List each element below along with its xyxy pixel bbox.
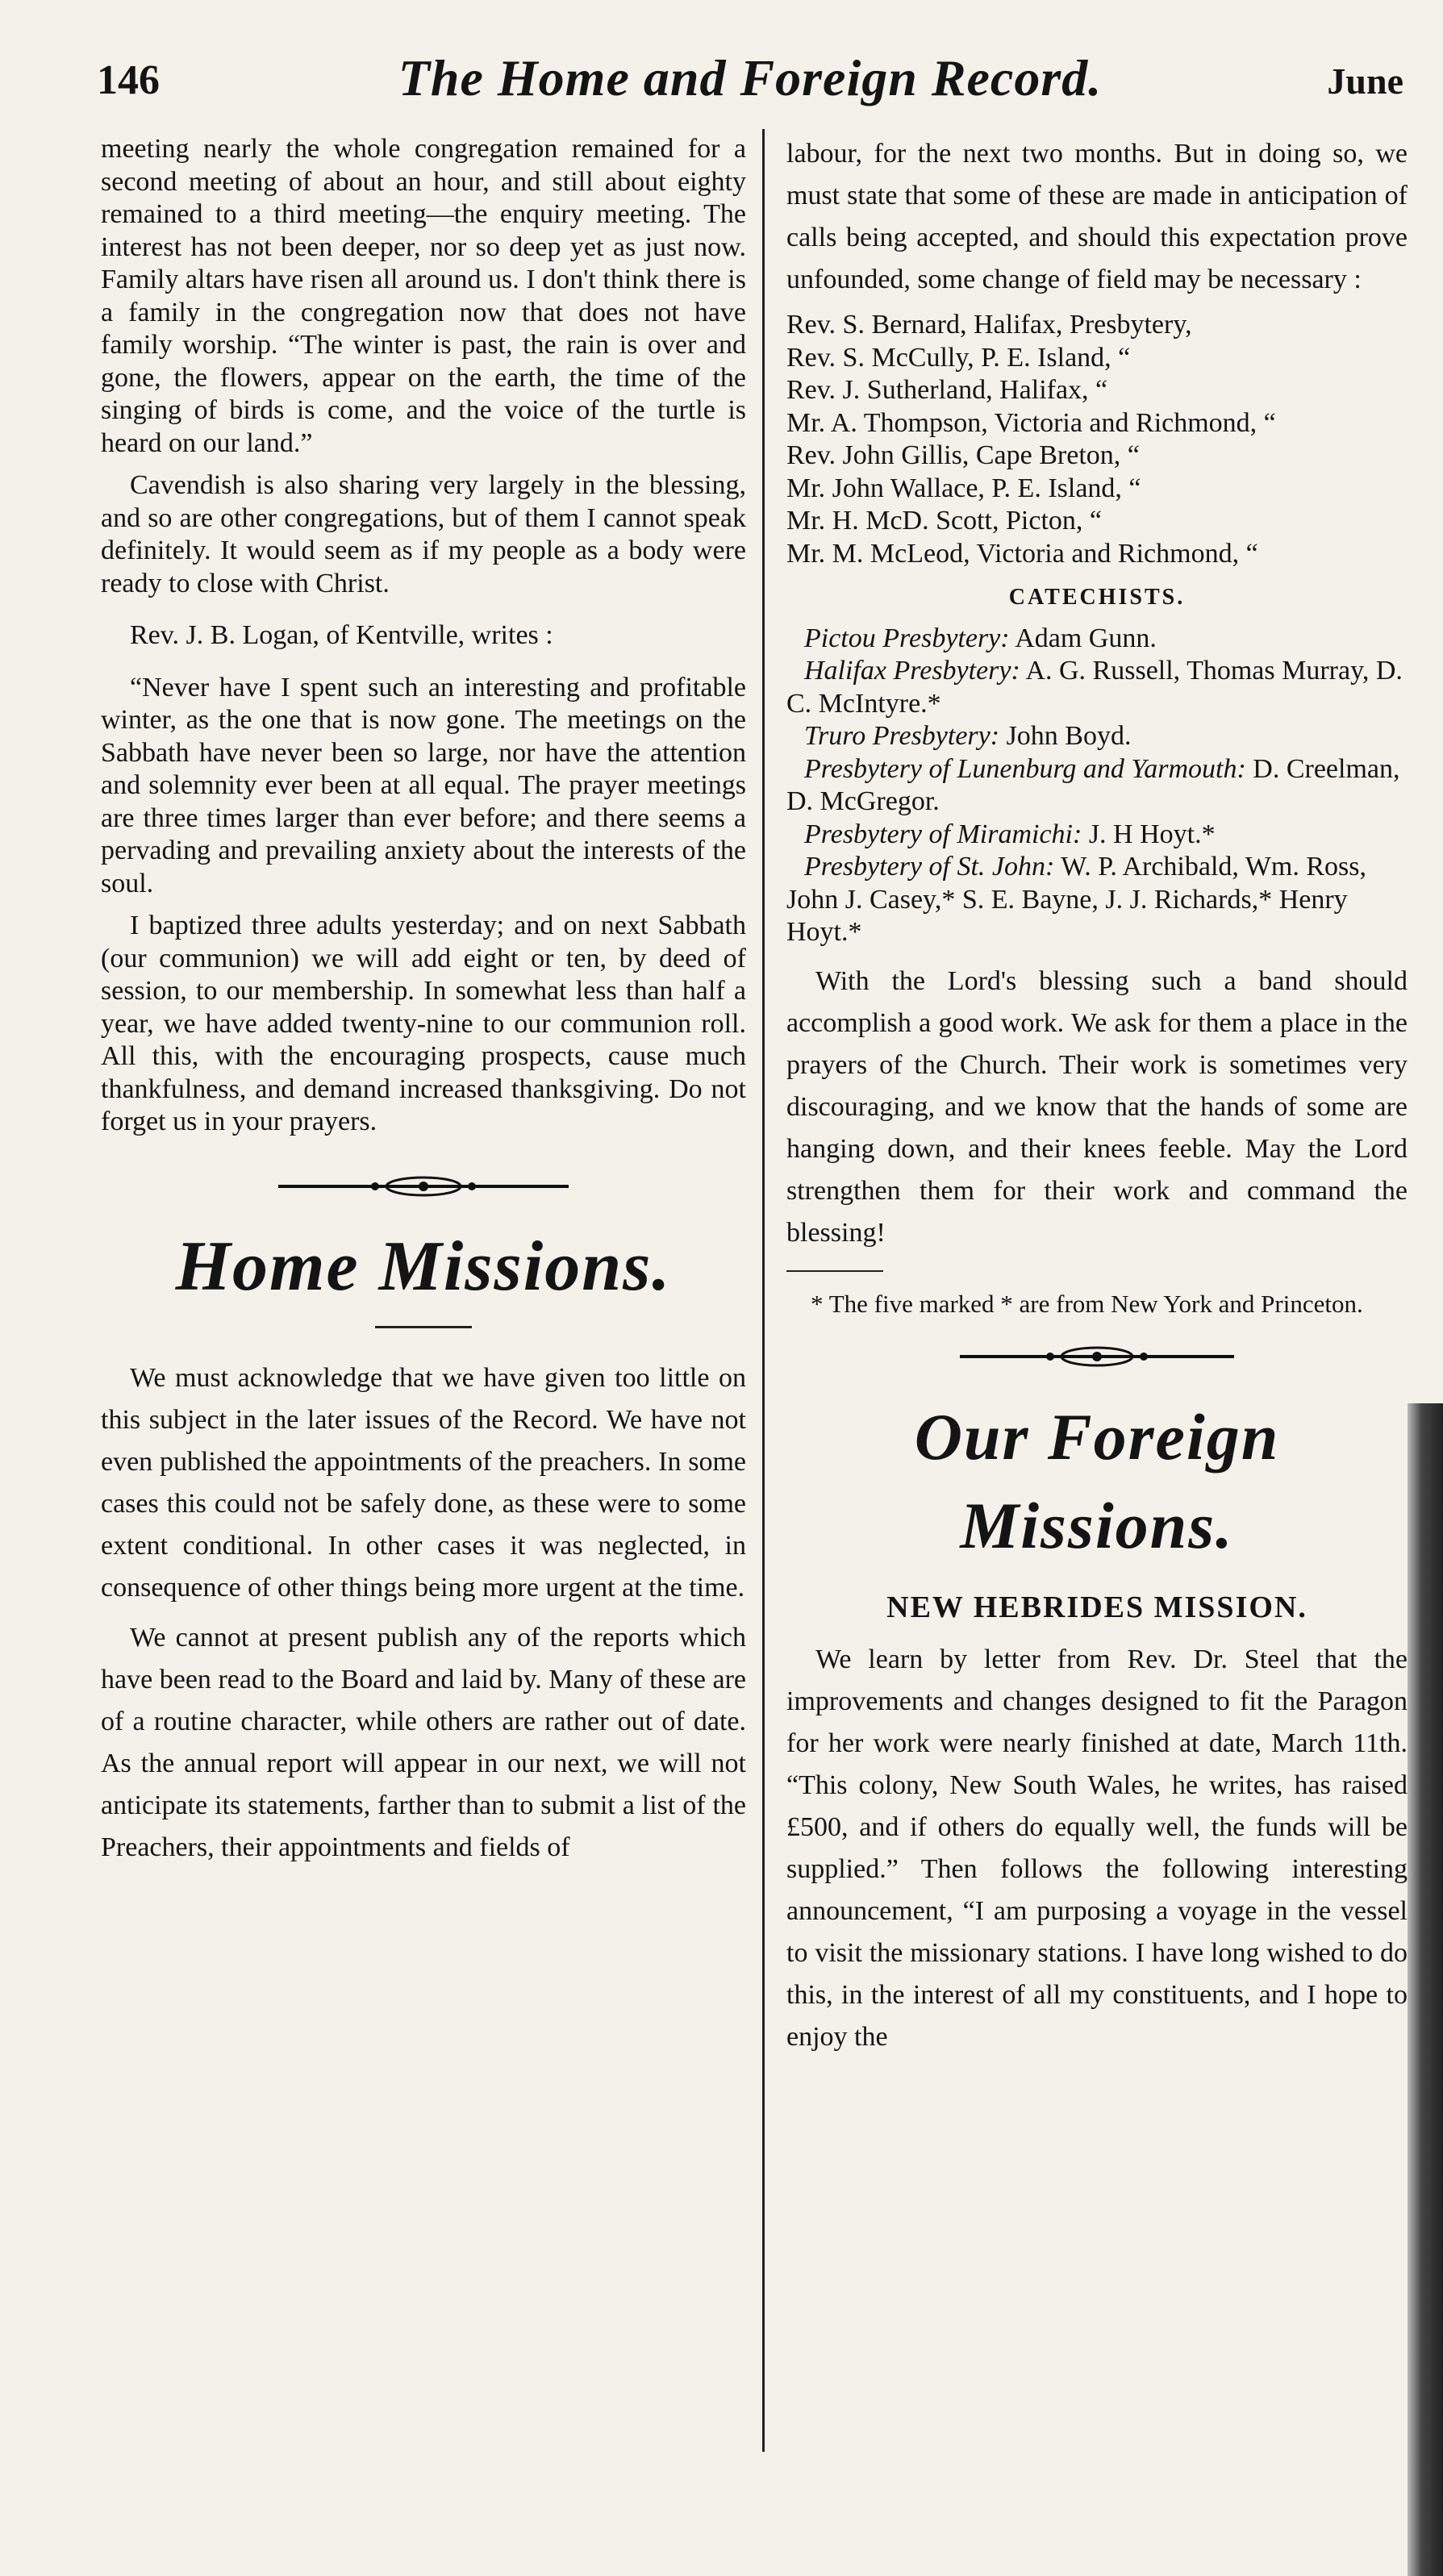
right-column bbox=[786, 133, 1408, 2066]
list-item bbox=[786, 720, 1408, 753]
paragraph: We learn by letter from Rev. Dr. Steel that the improvements and changes designed to fit the Paragon for her work were nearly finished at date, March 11th. “This colony, New South Wales, he writes, has raised £500, and if others do equally well, the funds will be supplied.” Then follows the following interesting announcement, “I am purposing a voyage in the vessel to visit the missionary stations. I have long wished to do this, in the interest of all my constituents, and I hope to enjoy the bbox=[786, 1644, 1408, 2052]
footnote: * The five marked * are from New York and Princeton. bbox=[811, 1289, 1363, 1318]
ornament-divider-icon bbox=[960, 1344, 1234, 1369]
list-item: Mr. M. McLeod, Victoria and Richmond, “ bbox=[786, 538, 1258, 569]
presbytery-name: Presbytery of St. John: bbox=[804, 852, 1055, 882]
paragraph: meeting nearly the whole congregation remained for a second meeting of about an hour, and still about eighty remained to a third meeting—the enquiry meeting. The interest has not been deeper, nor so deep yet as just now. Family altars have risen all around us. I don't think there is a family in the congregation now that does not have family worship. “The winter is past, the rain is over and gone, the flowers, appear on the earth, the time of the singing of birds is come, and the voice of the turtle is heard on our land.” bbox=[101, 134, 746, 458]
paragraph: We must acknowledge that we have given too little on this subject in the later issues of the Record. We have not even published the appointments of the preachers. In some cases this could not be safely done, as these were to some extent conditional. In other cases it was neglected, in consequence of other things being more urgent at the time. bbox=[101, 1362, 746, 1603]
page-header bbox=[97, 48, 1403, 129]
list-item bbox=[786, 819, 1408, 852]
list-item: Rev. J. Sutherland, Halifax, “ bbox=[786, 375, 1108, 405]
list-item: Mr. John Wallace, P. E. Island, “ bbox=[786, 473, 1141, 503]
paragraph: “Never have I spent such an interesting and profitable winter, as the one that is now gone. The meetings on the Sabbath have never been so large, nor have the attention and solemnity ever been at all equal. The prayer meetings are three times larger than ever before; and there seems a pervading and prevailing anxiety about the interests of the soul. bbox=[101, 672, 746, 898]
paragraph: With the Lord's blessing such a band should accomplish a good work. We ask for them a place in the prayers of the Church. Their work is sometimes very discouraging, and we know that the hands of some are hanging down, and their knees feeble. May the Lord strengthen them for their work and command the blessing! bbox=[786, 965, 1408, 1248]
list-item bbox=[786, 623, 1408, 656]
issue-month: June bbox=[1327, 60, 1403, 102]
paragraph: We cannot at present publish any of the reports which have been read to the Board and laid by. Many of these are of a routine character, while others are rather out of date. As the annual report will appear in our next, we will not anticipate its statements, farther than to submit a list of the Preachers, their appointments and fields of bbox=[101, 1622, 746, 1862]
paragraph: Cavendish is also sharing very largely in the blessing, and so are other congregations, but of them I cannot speak definitely. It would seem as if my people as a body were ready to close with Christ. bbox=[101, 470, 746, 598]
list-item bbox=[786, 753, 1408, 819]
list-item bbox=[786, 851, 1408, 949]
list-item: Mr. H. McD. Scott, Picton, “ bbox=[786, 506, 1102, 536]
paragraph: Rev. J. B. Logan, of Kentville, writes : bbox=[130, 620, 553, 650]
list-item: Rev. S. McCully, P. E. Island, “ bbox=[786, 342, 1131, 373]
subheading-new-hebrides: NEW HEBRIDES MISSION. bbox=[886, 1590, 1307, 1624]
list-item bbox=[786, 655, 1408, 720]
divider bbox=[375, 1326, 472, 1328]
paragraph: I baptized three adults yesterday; and on next Sabbath (our communion) we will add eight or ten, by deed of session, to our membership. In somewhat less than half a year, we have added twenty-nine to our communion roll. All this, with the encouraging prospects, cause much thankfulness, and demand increased thanksgiving. Do not forget us in your prayers. bbox=[101, 911, 746, 1136]
catechist-names: Adam Gunn. bbox=[1015, 623, 1157, 653]
scan-shadow bbox=[1408, 1403, 1443, 2576]
journal-title: The Home and Foreign Record. bbox=[398, 49, 1103, 106]
footnote-rule bbox=[786, 1270, 883, 1272]
preacher-list bbox=[786, 309, 1408, 570]
catechist-names: J. H Hoyt.* bbox=[1088, 819, 1216, 849]
list-item: Rev. John Gillis, Cape Breton, “ bbox=[786, 440, 1140, 470]
presbytery-name: Pictou Presbytery: bbox=[804, 623, 1010, 653]
catechist-list bbox=[786, 623, 1408, 949]
catechists-heading: CATECHISTS. bbox=[1008, 585, 1186, 610]
presbytery-name: Presbytery of Miramichi: bbox=[804, 819, 1082, 849]
section-title-foreign-missions: Our Foreign Missions. bbox=[914, 1400, 1280, 1562]
page-number: 146 bbox=[97, 57, 160, 103]
presbytery-name: Truro Presbytery: bbox=[804, 721, 1000, 751]
list-item: Mr. A. Thompson, Victoria and Richmond, “ bbox=[786, 407, 1276, 438]
section-title-home-missions: Home Missions. bbox=[175, 1227, 672, 1306]
ornament-divider-icon bbox=[278, 1174, 569, 1198]
catechist-names: D. Creelman, D. McGregor. bbox=[786, 753, 1400, 816]
catechist-names: W. P. Archibald, Wm. Ross, John J. Casey,* S. E. Bayne, J. J. Richards,* Henry Hoyt.* bbox=[786, 852, 1366, 947]
presbytery-name: Presbytery of Lunenburg and Yarmouth: bbox=[804, 753, 1246, 784]
catechist-names: A. G. Russell, Thomas Murray, D. C. McIntyre.* bbox=[786, 656, 1403, 719]
catechist-names: John Boyd. bbox=[1006, 721, 1132, 751]
list-item: Rev. S. Bernard, Halifax, Presbytery, bbox=[786, 310, 1192, 340]
presbytery-name: Halifax Presbytery: bbox=[804, 656, 1020, 686]
left-column bbox=[101, 133, 746, 1877]
paragraph: labour, for the next two months. But in doing so, we must state that some of these are made in anticipation of calls being accepted, and should this expectation prove unfounded, some change of field may be necessary : bbox=[786, 139, 1408, 294]
column-divider bbox=[762, 129, 765, 2452]
